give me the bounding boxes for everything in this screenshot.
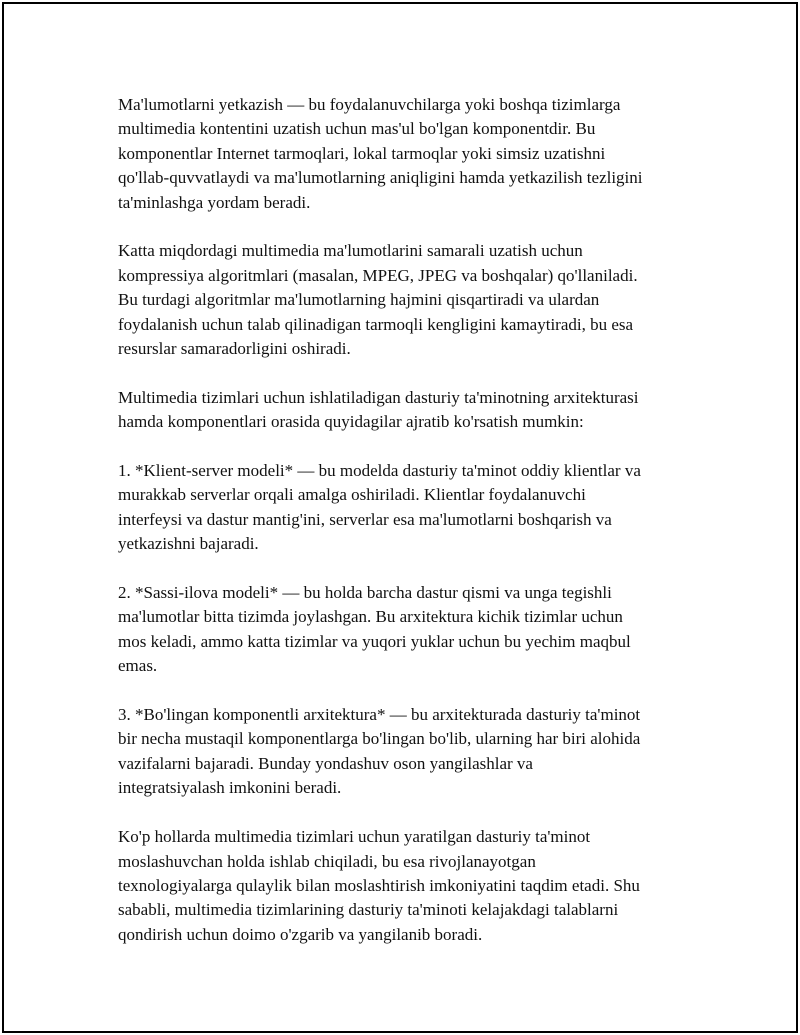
paragraph-architecture-intro: Multimedia tizimlari uchun ishlatiladigan dasturiy ta'minotning arxitekturasi hamda komponentlari orasida quyidagilar ajratib ko'rsatish mumkin: [118, 387, 639, 432]
list-item-standalone: 2. *Sassi-ilova modeli* — bu holda barcha dastur qismi va unga tegishli ma'lumotlar bitta tizimda joylashgan. Bu arxitektura kichik tizimlar uchun mos keladi, ammo katta tizimlar va yuqori yuklar uchun bu yechim maqbul emas. [118, 583, 631, 676]
document-body [118, 93, 708, 972]
paragraph-data-delivery: Ma'lumotlarni yetkazish — bu foydalanuvchilarga yoki boshqa tizimlarga multimedia kontentini uzatish uchun mas'ul bo'lgan komponentdir. Bu komponentlar Internet tarmoqlari, lokal tarmoqlar yoki simsiz uzatishni qo'llab-quvvatlaydi va ma'lumotlarning aniqligini hamda yetkazilish tezligini ta'minlashga yordam beradi. [118, 95, 643, 212]
list-item-distributed: 3. *Bo'lingan komponentli arxitektura* — bu arxitekturada dasturiy ta'minot bir necha mustaqil komponentlarga bo'lingan bo'lib, ularning har biri alohida vazifalarni bajaradi. Bunday yondashuv oson yangilashlar va integratsiyalash imkonini beradi. [118, 705, 641, 798]
list-item-client-server: 1. *Klient-server modeli* — bu modelda dasturiy ta'minot oddiy klientlar va murakkab serverlar orqali amalga oshiriladi. Klientlar foydalanuvchi interfeysi va dastur mantig'ini, serverlar esa ma'lumotlarni boshqarish va yetkazishni bajaradi. [118, 461, 641, 554]
paragraph-conclusion: Ko'p hollarda multimedia tizimlari uchun yaratilgan dasturiy ta'minot moslashuvchan holda ishlab chiqiladi, bu esa rivojlanayotgan texnologiyalarga qulaylik bilan moslashtirish imkoniyatini taqdim etadi. Shu sababli, multimedia tizimlarining dasturiy ta'minoti kelajakdagi talablarni qondirish uchun doimo o'zgarib va yangilanib boradi. [118, 827, 640, 944]
paragraph-compression: Katta miqdordagi multimedia ma'lumotlarini samarali uzatish uchun kompressiya algoritmlari (masalan, MPEG, JPEG va boshqalar) qo'llaniladi. Bu turdagi algoritmlar ma'lumotlarning hajmini qisqartiradi va ulardan foydalanish uchun talab qilinadigan tarmoqli kengligini kamaytiradi, bu esa resurslar samaradorligini oshiradi. [118, 241, 638, 359]
